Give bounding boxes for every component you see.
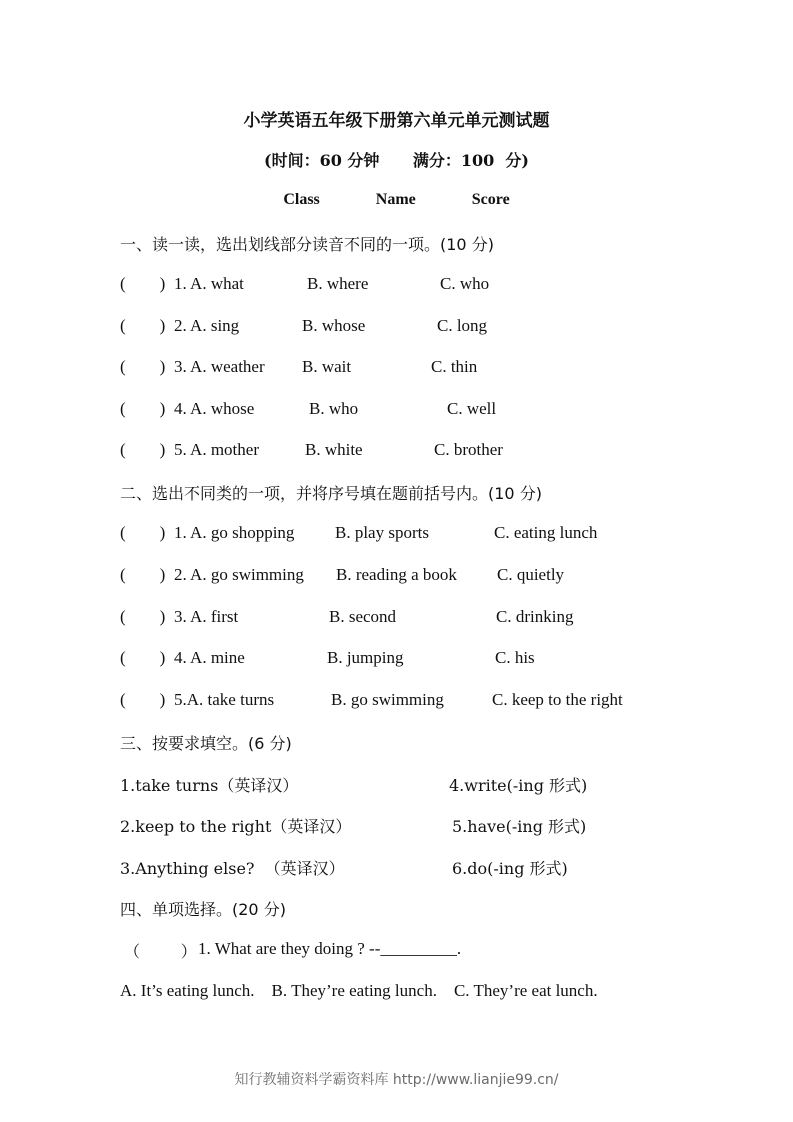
answer-blank: ( ) [120, 607, 166, 626]
question-row [0, 690, 793, 714]
option-b: B. who [309, 399, 359, 418]
question-row [0, 399, 793, 423]
fill-row [0, 856, 793, 880]
answer-blank: ( ) [120, 690, 166, 709]
option-c: C. brother [434, 440, 503, 459]
option-b: B. white [305, 440, 363, 459]
option-c: C. keep to the right [492, 690, 623, 709]
fill-right-item: 4.write(-ing 形式) [449, 776, 588, 795]
option-b: B. go swimming [331, 690, 444, 709]
name-label: Name [375, 191, 416, 208]
answer-blank: ( ) [120, 440, 166, 459]
option-c: C. long [437, 316, 488, 335]
option-c: C. quietly [497, 565, 565, 584]
fill-row [0, 773, 793, 797]
student-info [0, 191, 793, 209]
answer-blank: ( ) [120, 399, 166, 418]
question-row [0, 607, 793, 631]
option-b: B. second [329, 607, 397, 626]
fill-left-item: 1.take turns（英译汉） [120, 776, 299, 795]
answer-blank: ( ) [120, 565, 166, 584]
option-c: C. who [440, 274, 490, 293]
exam-subtitle: (时间：60 分钟 满分：100 分) [264, 151, 529, 170]
question-row [0, 565, 793, 589]
answer-blank: ( ) [120, 357, 166, 376]
score-label: Score [471, 191, 510, 208]
answer-blank: ( ) [120, 648, 166, 667]
option-c: C. drinking [496, 607, 574, 626]
question-options: A. It’s eating lunch. B. They’re eating lunch. C. They’re eat lunch. [120, 981, 598, 1000]
question-row [0, 440, 793, 464]
answer-blank: ( ) [120, 523, 166, 542]
section-3-heading: 三、按要求填空。(6 分) [120, 734, 292, 753]
option-a: 2. A. go swimming [174, 565, 304, 584]
option-a: 5. A. mother [174, 440, 259, 459]
option-a: 1. A. go shopping [174, 523, 295, 542]
option-a: 1. A. what [174, 274, 244, 293]
section-1-heading: 一、读一读，选出划线部分读音不同的一项。(10 分) [120, 235, 494, 254]
answer-blank: ( ) [120, 274, 166, 293]
option-c: C. his [495, 648, 535, 667]
option-b: B. wait [302, 357, 352, 376]
question-row [0, 648, 793, 672]
options-row [0, 981, 793, 1005]
footer-watermark: 知行教辅资料学霸资料库 http://www.lianjie99.cn/ [234, 1072, 559, 1088]
option-b: B. play sports [335, 523, 429, 542]
option-a: 2. A. sing [174, 316, 240, 335]
option-b: B. whose [302, 316, 366, 335]
option-a: 3. A. weather [174, 357, 265, 376]
question-row [0, 274, 793, 298]
section-4-heading: 四、单项选择。(20 分) [120, 900, 286, 919]
question-row [0, 939, 793, 963]
question-text: 1. What are they doing ? --_________. [198, 939, 462, 958]
class-label: Class [283, 191, 320, 208]
fill-left-item: 3.Anything else? （英译汉） [120, 859, 345, 878]
question-row [0, 523, 793, 547]
option-b: B. reading a book [336, 565, 457, 584]
option-a: 3. A. first [174, 607, 239, 626]
page-title: 小学英语五年级下册第六单元单元测试题 [243, 111, 550, 131]
question-row [0, 357, 793, 381]
fill-row [0, 814, 793, 838]
fill-right-item: 6.do(-ing 形式) [452, 859, 568, 878]
option-c: C. well [447, 399, 497, 418]
option-c: C. thin [431, 357, 478, 376]
question-row [0, 316, 793, 340]
answer-blank: （ ） [124, 942, 197, 961]
fill-left-item: 2.keep to the right（英译汉） [120, 817, 352, 836]
option-a: 4. A. whose [174, 399, 255, 418]
option-b: B. where [307, 274, 369, 293]
option-b: B. jumping [327, 648, 404, 667]
answer-blank: ( ) [120, 316, 166, 335]
fill-right-item: 5.have(-ing 形式) [452, 817, 587, 836]
option-c: C. eating lunch [494, 523, 598, 542]
option-a: 4. A. mine [174, 648, 245, 667]
section-2-heading: 二、选出不同类的一项，并将序号填在题前括号内。(10 分) [120, 484, 542, 503]
option-a: 5.A. take turns [174, 690, 275, 709]
